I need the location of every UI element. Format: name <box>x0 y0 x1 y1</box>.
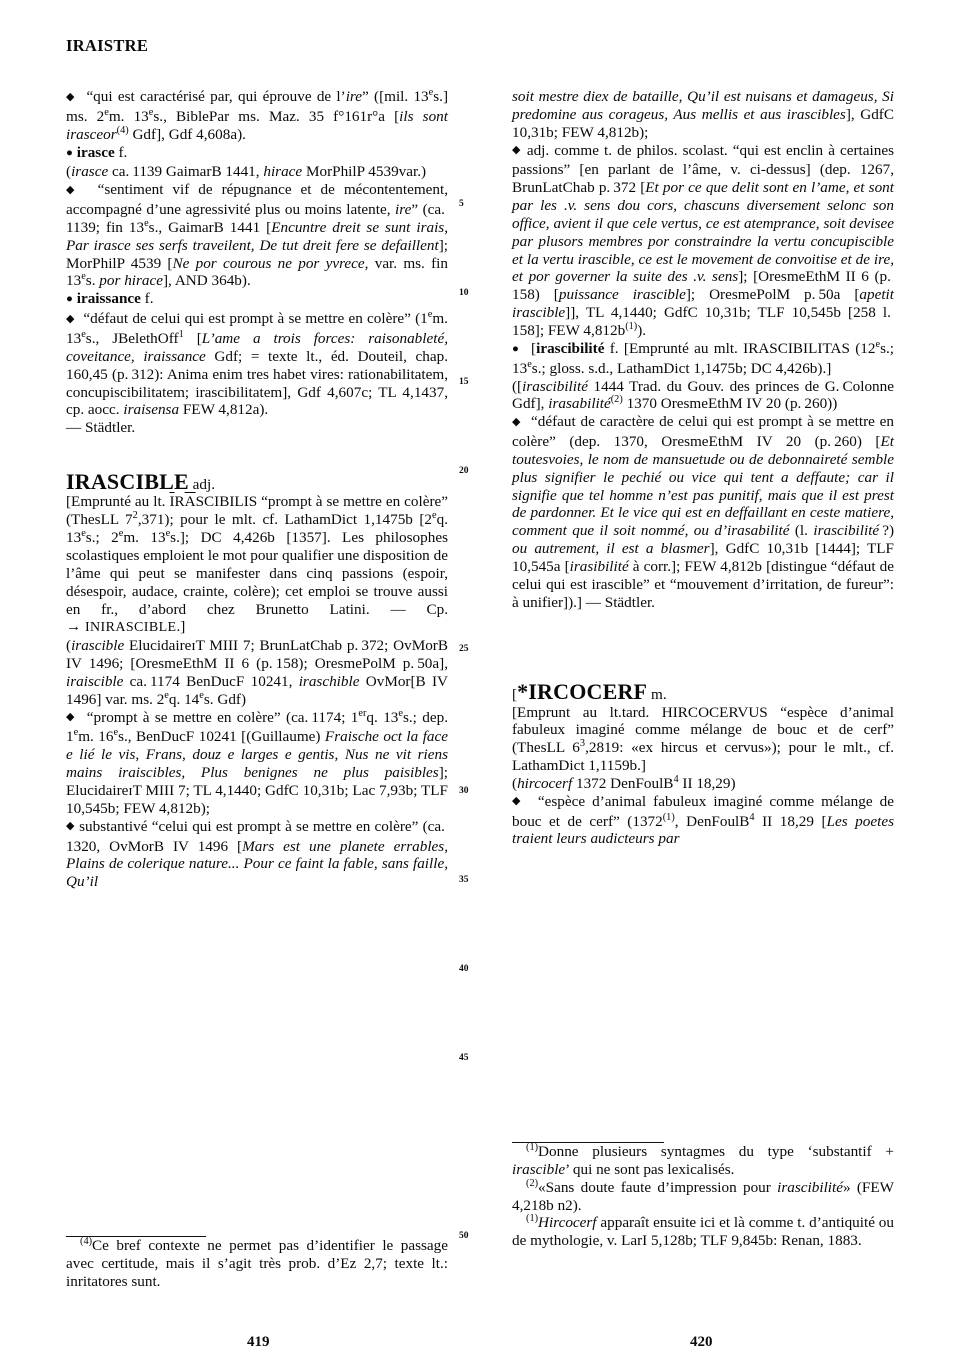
attestation-paragraph: (irascible ElucidaireɪT MIII 7; BrunLatChab p. 372; OvMorB IV 1496; [OresmeEthM II 6 (p. 158); OresmePolM p. 50a], iraiscible ca. 1174 BenDucF 10241, iraschible OvMor[B IV 1496] var. ms. 2eq. 14es. Gdf) <box>66 637 448 708</box>
sense-paragraph: ◆ “prompt à se mettre en colère” (ca. 1174; 1erq. 13es.; dep. 1em. 16es., BenDucF 10241 [(Guillaume) Fraische oct la face e lié le vis, Frans, douz e larges e gentis, Nus ne vit riens mains iraiscibles, Plus benignes ne plus paisibles]; ElucidaireɪT MIII 7; TL 4,1440; GdfC 10,31b; Lac 7,93b; TLF 10,545b; FEW 4,812b); <box>66 709 448 818</box>
line-number: 50 <box>459 1231 469 1241</box>
bullet-marker <box>512 340 520 357</box>
diamond-marker <box>512 793 524 810</box>
right-footnote-area <box>512 1142 894 1250</box>
sense-paragraph: ◆ substantivé “celui qui est prompt à se mettre en colère” (ca. 1320, OvMorB IV 1496 [Mars est une planete errables, Plains de colerique nature... Pour ce faint la fable, sans faille, Qu’il <box>66 818 448 891</box>
part-of-speech: adj. <box>192 475 215 493</box>
part-of-speech: m. <box>651 685 667 703</box>
headword-open-bracket: [ <box>512 685 518 703</box>
page-number-right: 420 <box>690 1334 713 1350</box>
diamond-marker <box>512 142 522 159</box>
line-number: 45 <box>459 1053 469 1063</box>
sense-paragraph: ◆ “défaut de celui qui est prompt à se mettre en colère” (1em. 13es., JBelethOff$^1$ [L’ame a trois forces: raisonableté, coveitance, iraissance Gdf; = texte lt., éd. Douteil, chap. 160,45 (p. 312): Anima enim tres habet vires: rationabilitatem, concupiscibilitatem; irascibilitatem], Gdf 4,607c; TL 4,1437, cp. aocc. iraisensa FEW 4,812a). — Städtler. <box>66 310 448 437</box>
bullet-marker <box>66 290 73 307</box>
line-number: 15 <box>459 377 469 387</box>
diamond-marker <box>66 818 75 835</box>
sub-entry-header: ● irasce f. <box>66 144 448 164</box>
diamond-marker <box>66 709 76 726</box>
footnote-item: $^{(1)}$Hircocerf apparaît ensuite ici et là comme t. d’antiquité ou de mythologie, v. LarI 5,128b; TLF 9,845b: Renan, 1883. <box>512 1213 894 1250</box>
entry-ircocerf <box>512 678 894 849</box>
running-head: IRAISTRE <box>66 36 149 55</box>
left-footnote-area <box>66 1236 448 1291</box>
page-entry-headword: *IRCOCERF <box>517 678 648 704</box>
attestation-paragraph: (hircocerf 1372 DenFoulB$^4$ II 18,29) <box>512 773 736 792</box>
line-number: 25 <box>459 644 469 654</box>
attestation-paragraph: (irasce ca. 1139 GaimarB 1441, hirace MorPhilP 4539var.) <box>66 163 427 181</box>
diamond-marker <box>66 310 75 327</box>
footnote-item: $^{(2)}$«Sans doute faute d’impression pour irascibilité» (FEW 4,218b n2). <box>512 1177 894 1214</box>
sense-paragraph: ◆ “défaut de caractère de celui qui est prompt à se mettre en colère” (dep. 1370, OresmeEthM IV 20 (p. 260) [Et toutesvoies, le nom de mansuetude ou de debonnaireté semble plus signifier le pechié ou vice qui tent a deffaute; car il signifie que tel homme n’est pas punitif, mais que il est prest de pardonner. Et le vice qui est en deffaillant en ceste matiere, comment que il soit nommé, ou d’irasabilité (l. irascibilité ?) ou autrement, il est a blasmer], GdfC 10,31b [1444]; TLF 10,545a [irasibilité à corr.]; FEW 4,812b [distingue “défaut de celui qui est irascible” et “mouvement d’irritation, de fureur”: à unifier]).] — Städtler. <box>512 413 894 611</box>
footnote-item: $^{(4)}$Ce bref contexte ne permet pas d’identifier le passage avec certitude, mais il s’agit très prob. d’Ez 2,7; texte lt.: inritatores sunt. <box>66 1235 448 1290</box>
etymology-paragraph: [Emprunté au lt. $\overline{I}R\overline{A}SCIBILIS$ “prompt à se mettre en colère” (ThesLL $7^2,371$); pour le mlt. cf. LathamDict 1,1475b [2eq. 13es.; 2em. 13es.]; DC 4,426b [1357]. Les philosophes scolastiques emploient le mot pour qualifier une disposition de l’âme qui peut se manifester dans cinq passions (espoir, désespoir, audace, crainte, colère); cet emploi se trouve aussi en fr., d’abord chez Brunetto Latini. — Cp. → INIRASCIBLE.] <box>66 493 448 637</box>
diamond-marker <box>66 88 76 105</box>
diamond-marker <box>66 181 80 198</box>
sub-entry-header: ● [irascibilité f. [Emprunté au mlt. IRASCIBILITAS (12es.; 13es.; gloss. s.d., LathamDict 1,1475b; DC 4,426b).] <box>512 340 894 378</box>
diamond-marker <box>512 413 521 430</box>
page-number-left: 419 <box>247 1334 270 1350</box>
quotation-paragraph: soit mestre diex de bataille, Qu’il est nuisans et damageus, Si predomine aus corageus, Aus mellis et aus irascibles], GdfC 10,31b; FEW 4,812b); <box>512 88 894 141</box>
attestation-paragraph: ([irascibilité 1444 Trad. du Gouv. des princes de G. Colonne Gdf], irasabilité$^{(2)}$ 1370 OresmeEthM IV 20 (p. 260)) <box>512 377 894 413</box>
entry-irascible <box>66 468 449 891</box>
footnote-item: $^{(1)}$Donne plusieurs syntagmes du type ‘substantif + irascible’ qui ne sont pas lexicalisés. <box>512 1141 894 1178</box>
etymology-paragraph: [Emprunt au lt.tard. HIRCOCERVUS “espèce d’animal fabuleux imaginé comme mélange de bouc et de cerf” (ThesLL $6^3,2819$: «ex hircus et cervus»); pour le mlt., cf. LathamDict 1,1159b.] <box>512 703 894 775</box>
arrow-icon <box>66 618 81 635</box>
line-number: 35 <box>459 875 469 885</box>
footnote-marker: (1) <box>526 1213 539 1225</box>
line-number: 5 <box>459 199 464 209</box>
sense-paragraph: ◆ “qui est caractérisé par, qui éprouve de l’ire” ([mil. 13es.] ms. 2em. 13es., BiblePar ms. Maz. 35 f°161r°a [ils sont irasceor$^{(4)}$ Gdf], Gdf 4,608a). <box>66 88 448 144</box>
sense-paragraph: ◆ “espèce d’animal fabuleux imaginé comme mélange de bouc et de cerf” (1372$^{(1)}$, DenFoulB$^4$ II 18,29 [Les poetes traient leurs audicteurs par <box>512 793 894 849</box>
sense-paragraph: ◆ “sentiment vif de répugnance et de mécontentement, accompagné d’une agressivité plus ou moins latente, ire” (ca. 1139; fin 13es., GaimarB 1441 [Encuntre dreit se sunt irais, Par irasce ses serfs traveilent, De tut dreit fere se defaillent]; MorPhilP 4539 [Ne por courous ne por yvrece, var. ms. fin 13es. por hirace], AND 364b). <box>66 181 448 290</box>
line-number: 10 <box>459 288 469 298</box>
left-column <box>66 88 448 891</box>
line-number: 40 <box>459 964 469 974</box>
sub-entry-header: ● iraissance f. <box>66 290 448 310</box>
line-number: 20 <box>459 466 469 476</box>
footnote-marker: (4) <box>80 1235 93 1247</box>
line-number: 30 <box>459 786 469 796</box>
headword-line <box>66 468 448 494</box>
page-entry-headword: IRASCIBLE <box>66 468 189 494</box>
bullet-marker <box>66 144 73 161</box>
right-column <box>512 88 894 848</box>
footnote-marker: (1) <box>526 1141 539 1153</box>
sense-paragraph: ◆ adj. comme t. de philos. scolast. “qui est enclin à certaines passions” [en parlant de l’âme, v. ci-dessus] (dep. 1267, BrunLatChab p. 372 [Et por ce que delit sont en l’ame, et sont par les .v. sens dou cors, chascuns diversement selonc son office, avient il que cele vertus, ce est atemprance, soit devisee par plusors membres por constraindre la vertu concupiscible et la vertu irascible, ce est le movement de convoitise et de ire, et por governer la suite des .v. sens]; [OresmeEthM II 6 (p. 158) [puissance irascible]; OresmePolM p. 50a [apetit irascible]], TL 4,1440; GdfC 10,31b; TLF 10,545b [258 l. 158]; FEW $4,812b^{(1)}$). <box>512 142 894 340</box>
headword-line <box>512 678 894 704</box>
footnote-marker: (2) <box>526 1177 539 1189</box>
